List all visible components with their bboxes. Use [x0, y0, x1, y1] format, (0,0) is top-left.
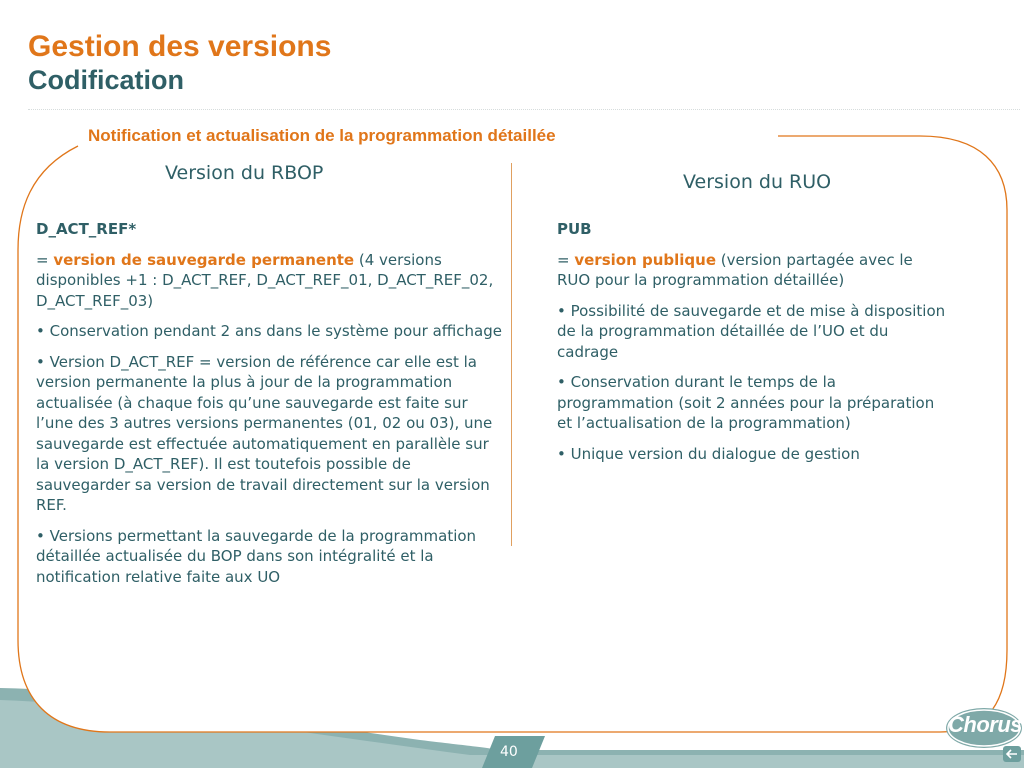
right-version-code: PUB	[557, 220, 592, 238]
right-definition: = version publique (version partagée avec le RUO pour la programmation détaillée)	[557, 250, 913, 289]
right-column-heading: Version du RUO	[683, 171, 832, 193]
page-subtitle: Codification	[28, 65, 184, 95]
left-column	[36, 219, 506, 597]
left-bullet: • Version D_ACT_REF = version de référence car elle est la version permanente la plus à jour de la programmation actualisée (à chaque fois qu’une sauvegarde est faite sur l’une des 3 autres versions permanentes (01, 02 ou 03), une sauvegarde est effectuée automatiquement en parallèle sur la version D_ACT_REF). Il est toutefois possible de sauvegarder sa version de travail directement sur la version REF.	[36, 352, 493, 514]
right-bullet: • Possibilité de sauvegarde et de mise à disposition de la programmation détaillée de l’UO et du cadrage	[557, 301, 946, 361]
column-divider	[511, 163, 512, 546]
left-bullet: • Versions permettant la sauvegarde de la programmation détaillée actualisée du BOP dans son intégralité et la notification relative faite aux UO	[36, 526, 477, 586]
left-definition-highlight: version de sauvegarde permanente	[53, 250, 355, 269]
left-version-code: D_ACT_REF*	[36, 220, 137, 238]
left-bullet: • Conservation pendant 2 ans dans le système pour affichage	[36, 322, 502, 340]
left-definition: = version de sauvegarde permanente (4 versions disponibles +1 : D_ACT_REF, D_ACT_REF_01, D_ACT_REF_02, D_ACT_REF_03)	[36, 250, 494, 310]
page-number: 40	[500, 744, 518, 760]
right-definition-highlight: version publique	[574, 250, 716, 269]
section-title: Notification et actualisation de la programmation détaillée	[88, 126, 556, 145]
left-column-heading: Version du RBOP	[165, 162, 324, 184]
right-column	[557, 219, 947, 474]
right-bullet: • Conservation durant le temps de la programmation (soit 2 années pour la préparation et l’actualisation de la programmation)	[557, 373, 935, 432]
chorus-logo: Chorus	[948, 712, 1022, 737]
right-bullet: • Unique version du dialogue de gestion	[557, 444, 860, 463]
page-title: Gestion des versions	[28, 30, 332, 63]
